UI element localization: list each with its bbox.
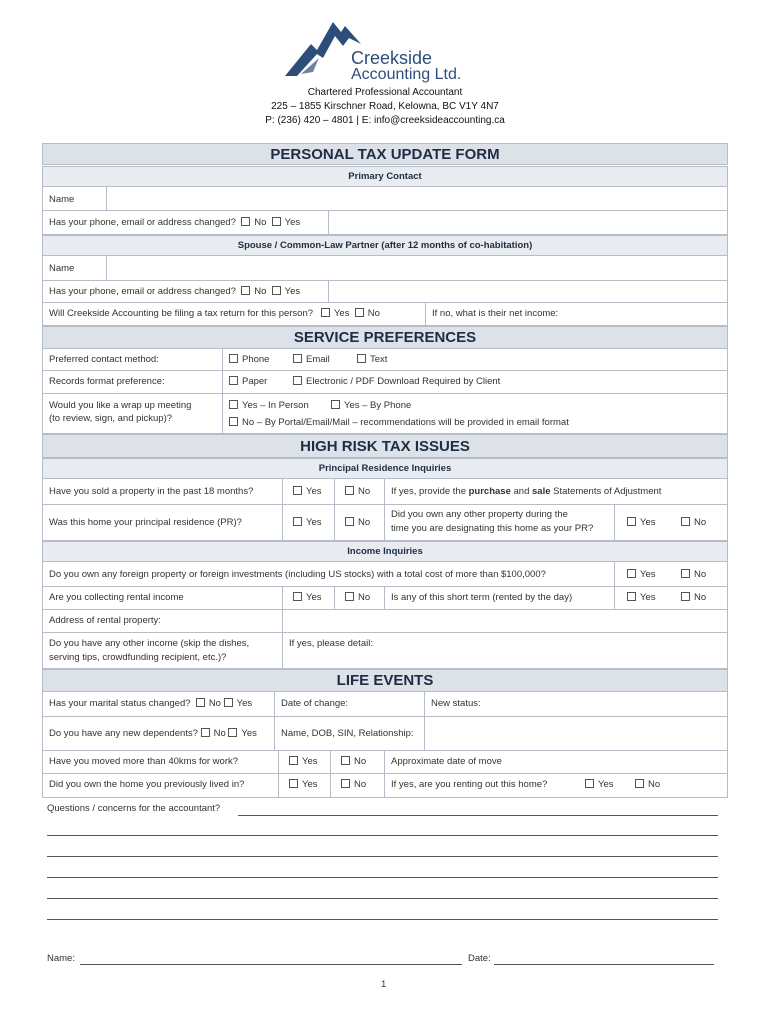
contact-email-label: Email <box>306 354 330 365</box>
yes-label: Yes <box>640 517 656 528</box>
questions-line-2[interactable] <box>47 835 718 836</box>
primary-changed-detail-field[interactable] <box>329 211 727 234</box>
questions-line-1[interactable] <box>238 815 718 816</box>
primary-changed-row <box>42 211 728 235</box>
other-property-question-2: time you are designating this home as your PR? <box>391 523 594 534</box>
contact-text-checkbox[interactable] <box>357 354 366 363</box>
primary-name-label: Name <box>49 194 75 205</box>
sold-property-row <box>42 479 728 505</box>
spouse-filing-yes-checkbox[interactable] <box>321 308 330 317</box>
principal-residence-row <box>42 505 728 541</box>
spouse-net-income-field[interactable] <box>426 303 727 325</box>
moved-yes-checkbox[interactable] <box>289 756 298 765</box>
renting-question: If yes, are you renting out this home? <box>391 779 548 790</box>
questions-line-4[interactable] <box>47 877 718 878</box>
sold-yes-checkbox[interactable] <box>293 486 302 495</box>
short-term-yes-checkbox[interactable] <box>627 592 636 601</box>
no-label: No <box>213 728 226 739</box>
wrap-up-row <box>42 394 728 434</box>
sold-property-question: Have you sold a property in the past 18 months? <box>49 486 254 497</box>
marital-question: Has your marital status changed? <box>49 698 191 709</box>
company-logo <box>283 14 483 84</box>
no-label: No <box>694 592 707 603</box>
yes-label: Yes <box>640 592 656 603</box>
previous-home-row <box>42 774 728 798</box>
questions-label: Questions / concerns for the accountant? <box>47 803 221 814</box>
no-label: No <box>367 308 380 319</box>
logo-name-line2: Accounting Ltd. <box>351 66 462 83</box>
primary-changed-question: Has your phone, email or address changed? <box>49 217 236 228</box>
dependents-no-checkbox[interactable] <box>201 728 210 737</box>
move-date-label: Approximate date of move <box>391 756 502 767</box>
yes-label: Yes <box>241 728 257 739</box>
foreign-yes-checkbox[interactable] <box>627 569 636 578</box>
yes-label: Yes <box>333 308 350 319</box>
marital-row <box>42 692 728 717</box>
short-term-no-checkbox[interactable] <box>681 592 690 601</box>
short-term-question: Is any of this short term (rented by the day) <box>391 592 573 603</box>
no-label: No <box>358 486 371 497</box>
other-income-row <box>42 633 728 669</box>
service-preferences-heading: SERVICE PREFERENCES <box>42 326 728 349</box>
other-income-detail-field[interactable] <box>283 633 727 668</box>
moved-question: Have you moved more than 40kms for work? <box>49 756 239 767</box>
new-status-field[interactable] <box>425 692 727 716</box>
spouse-changed-row <box>42 281 728 303</box>
foreign-property-row <box>42 562 728 587</box>
spouse-filing-no-checkbox[interactable] <box>355 308 364 317</box>
questions-line-3[interactable] <box>47 856 718 857</box>
records-electronic-label: Electronic / PDF Download Required by Client <box>306 376 501 387</box>
spouse-net-income-label: If no, what is their net income: <box>432 308 559 319</box>
records-paper-label: Paper <box>242 376 268 387</box>
yes-label: Yes <box>302 779 318 790</box>
primary-name-row <box>42 187 728 211</box>
contact-method-row <box>42 349 728 371</box>
prev-home-yes-checkbox[interactable] <box>289 779 298 788</box>
income-inquiries-heading: Income Inquiries <box>42 541 728 562</box>
records-electronic-checkbox[interactable] <box>293 376 302 385</box>
dependents-yes-checkbox[interactable] <box>228 728 237 737</box>
no-label: No <box>254 217 267 228</box>
logo-name-line1: Creekside <box>351 48 433 68</box>
spouse-filing-row <box>42 303 728 326</box>
no-label: No <box>254 286 267 297</box>
yes-label: Yes <box>284 286 301 297</box>
sold-note: If yes, provide the purchase and sale Statements of Adjustment <box>391 486 662 497</box>
life-events-heading: LIFE EVENTS <box>42 669 728 692</box>
yes-label: Yes <box>284 217 301 228</box>
yes-label: Yes <box>306 486 322 497</box>
yes-label: Yes <box>640 569 656 580</box>
spouse-changed-yes-checkbox[interactable] <box>272 286 281 295</box>
spouse-name-label: Name <box>49 263 75 274</box>
dependents-question: Do you have any new dependents? <box>49 728 198 739</box>
rental-no-checkbox[interactable] <box>345 592 354 601</box>
other-income-question-2: serving tips, crowdfunding recipient, etc.)? <box>49 652 227 663</box>
foreign-property-question: Do you own any foreign property or foreign investments (including US stocks) with a total cost of more than $100,000? <box>49 569 546 580</box>
wrap-no-label: No – By Portal/Email/Mail – recommendations will be provided in email format <box>242 417 569 428</box>
wrap-by-phone-checkbox[interactable] <box>331 400 340 409</box>
other-income-detail-label: If yes, please detail: <box>289 638 373 649</box>
footer-name-label: Name: <box>47 953 75 964</box>
high-risk-heading: HIGH RISK TAX ISSUES <box>42 434 728 458</box>
moved-row <box>42 751 728 774</box>
wrap-in-person-label: Yes – In Person <box>242 400 309 411</box>
pr-yes-checkbox[interactable] <box>293 517 302 526</box>
rental-address-label: Address of rental property: <box>49 615 161 626</box>
primary-contact-heading: Primary Contact <box>42 166 728 187</box>
move-date-field[interactable] <box>385 751 727 773</box>
records-format-row <box>42 371 728 394</box>
other-property-no-checkbox[interactable] <box>681 517 690 526</box>
footer-name-line[interactable] <box>80 964 462 965</box>
company-subtitle: Chartered Professional Accountant <box>307 87 463 98</box>
moved-no-checkbox[interactable] <box>341 756 350 765</box>
prev-home-no-checkbox[interactable] <box>341 779 350 788</box>
page-number: 1 <box>381 979 387 990</box>
other-property-question-1: Did you own any other property during the <box>391 509 568 520</box>
company-contact: P: (236) 420 – 4801 | E: info@creeksideaccounting.ca <box>265 115 505 126</box>
contact-phone-label: Phone <box>242 354 270 365</box>
no-label: No <box>648 779 661 790</box>
questions-line-6[interactable] <box>47 919 718 920</box>
yes-label: Yes <box>598 779 614 790</box>
rental-address-row <box>42 610 728 633</box>
foreign-no-checkbox[interactable] <box>681 569 690 578</box>
date-of-change-field[interactable] <box>275 692 425 716</box>
renting-no-checkbox[interactable] <box>635 779 644 788</box>
marital-yes-checkbox[interactable] <box>224 698 233 707</box>
records-format-label: Records format preference: <box>49 376 165 387</box>
principal-residence-heading: Principal Residence Inquiries <box>42 458 728 479</box>
footer-date-label: Date: <box>468 953 491 964</box>
new-status-label: New status: <box>431 698 481 709</box>
yes-label: Yes <box>306 517 322 528</box>
dependents-detail-label: Name, DOB, SIN, Relationship: <box>281 728 414 739</box>
spouse-changed-no-checkbox[interactable] <box>241 286 250 295</box>
no-label: No <box>208 698 221 709</box>
spouse-name-row <box>42 256 728 281</box>
no-label: No <box>694 569 707 580</box>
no-label: No <box>358 517 371 528</box>
spouse-heading: Spouse / Common-Law Partner (after 12 months of co-habitation) <box>42 235 728 256</box>
rental-yes-checkbox[interactable] <box>293 592 302 601</box>
pr-no-checkbox[interactable] <box>345 517 354 526</box>
yes-label: Yes <box>236 698 253 709</box>
wrap-up-label-2: (to review, sign, and pickup)? <box>49 413 173 424</box>
contact-method-label: Preferred contact method: <box>49 354 159 365</box>
wrap-in-person-checkbox[interactable] <box>229 400 238 409</box>
dependents-row <box>42 717 728 751</box>
renting-yes-checkbox[interactable] <box>585 779 594 788</box>
no-label: No <box>354 779 367 790</box>
principal-residence-question: Was this home your principal residence (PR)? <box>49 517 242 528</box>
contact-email-checkbox[interactable] <box>293 354 302 363</box>
contact-text-label: Text <box>370 354 388 365</box>
form-title: PERSONAL TAX UPDATE FORM <box>42 143 728 165</box>
company-address: 225 – 1855 Kirschner Road, Kelowna, BC V1Y 4N7 <box>271 101 499 112</box>
primary-name-field[interactable] <box>107 187 727 210</box>
spouse-changed-question: Has your phone, email or address changed? <box>49 286 236 297</box>
dependents-extra-field[interactable] <box>425 717 727 750</box>
spouse-filing-question: Will Creekside Accounting be filing a tax return for this person? <box>49 308 314 319</box>
contact-phone-checkbox[interactable] <box>229 354 238 363</box>
sold-no-checkbox[interactable] <box>345 486 354 495</box>
primary-changed-no-checkbox[interactable] <box>241 217 250 226</box>
previous-home-question: Did you own the home you previously lived in? <box>49 779 245 790</box>
wrap-by-phone-label: Yes – By Phone <box>344 400 412 411</box>
questions-line-5[interactable] <box>47 898 718 899</box>
rental-income-row <box>42 587 728 610</box>
rental-income-question: Are you collecting rental income <box>49 592 184 603</box>
marital-no-checkbox[interactable] <box>196 698 205 707</box>
rental-address-field[interactable] <box>283 610 727 632</box>
records-paper-checkbox[interactable] <box>229 376 238 385</box>
other-property-yes-checkbox[interactable] <box>627 517 636 526</box>
spouse-name-field[interactable] <box>107 256 727 280</box>
yes-label: Yes <box>306 592 322 603</box>
wrap-up-label-1: Would you like a wrap up meeting <box>49 400 192 411</box>
no-label: No <box>694 517 707 528</box>
dependents-detail-field[interactable] <box>275 717 425 750</box>
no-label: No <box>354 756 367 767</box>
wrap-no-checkbox[interactable] <box>229 417 238 426</box>
other-income-question-1: Do you have any other income (skip the dishes, <box>49 638 250 649</box>
spouse-changed-detail-field[interactable] <box>329 281 727 302</box>
no-label: No <box>358 592 371 603</box>
yes-label: Yes <box>302 756 318 767</box>
footer-date-line[interactable] <box>494 964 714 965</box>
primary-changed-yes-checkbox[interactable] <box>272 217 281 226</box>
date-of-change-label: Date of change: <box>281 698 349 709</box>
